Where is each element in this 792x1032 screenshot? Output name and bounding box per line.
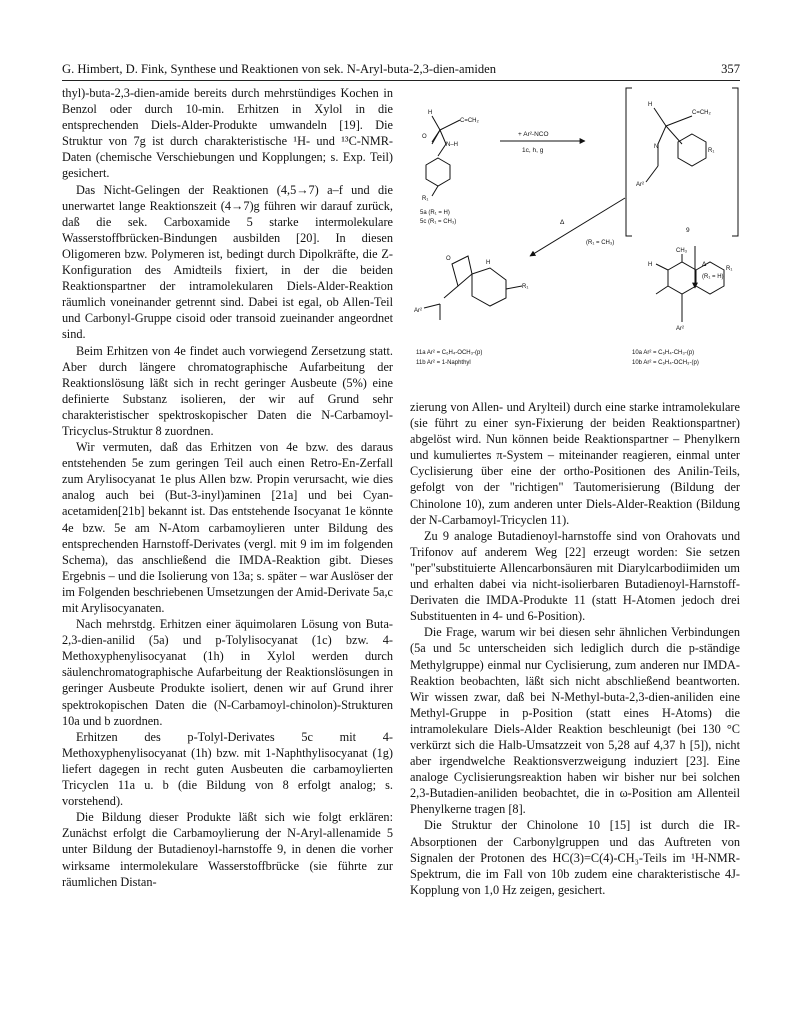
atom-label: Ar² <box>414 308 422 314</box>
compound-label-10b: 10b Ar² = C₆H₄-OCH₃-(p) <box>632 360 699 366</box>
compound-label-5c: 5c (R₁ = CH₃) <box>420 219 457 225</box>
atom-label: C=CH₂ <box>692 110 711 116</box>
atom-label: H <box>648 262 653 268</box>
paragraph: thyl)-buta-2,3-dien-amide bereits durch mehrstündiges Kochen in Benzol oder durch 10-min. Erhitzen in Xylol in die entsprechenden Diels-Alder-Produkte umwandeln [19]. Die Struktur von 7g ist durch charakteristische ¹H- und ¹³C-NMR-Daten (chemische Verschiebungen und Kopplungen; s. Exp. Teil) gesichert. <box>62 86 393 181</box>
paragraph: Die Struktur der Chinolone 10 [15] ist durch die IR-Absorptionen der Carbonylgruppen und das Auftreten von Signalen der Protonen des HC(3)=C(4)-CH₃-Teils im ¹H-NMR-Spektrum, die im Fall von 10b zudem eine charakteristische 4J-Kopplung von 1,0 Hz zeigen, gesichert. <box>410 818 740 897</box>
atom-label: O <box>446 256 451 262</box>
paragraph: Die Frage, warum wir bei diesen sehr ähnlichen Verbindungen (5a und 5c unterscheiden sich lediglich durch die p-ständige Methylgruppe) einmal nur Cyclisierung, zum anderen nur IMDA-Reaktion beobachten, läßt sich nicht abschließend beantworten. Wir wissen zwar, daß bei N-Methyl-buta-2,3-dien-aniliden eine Methyl-Gruppe in p-Position (statt eines H-Atoms) die intramolekulare Diels-Alder Reaktion beschleunigt (bei 130 °C verkürzt sich die Halb-Umsatzzeit von 5,28 auf 4,37 h [5]), nicht aber irgendwelche Reaktionsverzweigung induziert [23]. Eine analoge Cyclisierungsreaktion haben wir bisher nur bei solchen 2,3-Butadien-aniliden beobachtet, die in ω-Position am Allenteil Phenylkerne tragen [8]. <box>410 625 740 817</box>
compound-label-10a: 10a Ar² = C₆H₄-CH₃-(p) <box>632 350 695 356</box>
structure-11 <box>424 256 522 320</box>
heat-label: Δ <box>702 261 707 268</box>
paragraph: Beim Erhitzen von 4e findet auch vorwiegend Zersetzung statt. Aber durch längere chromatographische Aufarbeitung der Reaktionslösung läßt sich in recht geringer Ausbeute (5%) eine definierte Substanz isolieren, der wir auf Grund sehr charakteristischer spektroskopischer Daten die N-Carbamoyl-Tricyclus-Struktur 8 zuordnen. <box>62 343 393 438</box>
compound-label-5a: 5a (R₁ = H) <box>420 210 450 216</box>
atom-label: N–H <box>446 142 459 148</box>
paragraph: zierung von Allen- und Arylteil) durch eine starke intramolekulare (sie führt zu einer syn-Fixierung der beiden Reaktionspartner) abgelöst wird. Nun können beide Reaktionspartner – Phenylkern und kumuliertes π-System – miteinander reagieren, einmal unter Cyclisierung über eine der ortho-Positionen des Anilin-Teils, gefolgt von der "richtigen" Tautomerisierung (Bildung der Chinolone 10), zum anderen unter Diels-Alder-Reaktion (Bildung der N-Carbamoyl-Tricyclen 11). <box>410 400 740 527</box>
condition-label: (R₁ = CH₃) <box>586 240 615 246</box>
atom-label: H <box>486 260 491 266</box>
right-column <box>410 399 740 898</box>
page-number: 357 <box>721 62 740 76</box>
paragraph: Das Nicht-Gelingen der Reaktionen (4,5→7) a–f und die unerwartet lange Reaktionszeit (4→7)g führen wir darauf zurück, daß die sek. Carboxamide 5 starke intermolekulare Wasserstoffbrücken-Bindungen ausbilden [20]. In diesen Oligomeren bzw. Polymeren ist, bedingt durch Dipolkräfte, die Z-Konfiguration des Amidteils fixiert, in der die beiden Reaktionspartner der intramolekularen Diels-Alder-Reaktion räumlich voneinander getrennt sind. Dabei ist egal, ob Allen-Teil und Carbonyl-Gruppe cisoid oder transoid zueinander angeordnet sind. <box>62 182 393 342</box>
atom-label: H <box>428 110 433 116</box>
running-header <box>62 60 740 81</box>
atom-label: Ar² <box>676 326 684 332</box>
compound-label-11a: 11a Ar² = C₆H₄-OCH₃-(p) <box>416 350 483 356</box>
atom-label: N <box>654 144 659 150</box>
heat-label: Δ <box>560 219 565 226</box>
left-column <box>62 85 393 890</box>
atom-label: R₁ <box>422 196 429 202</box>
reaction-arrow-left <box>530 198 625 256</box>
paragraph: Erhitzen des p-Tolyl-Derivates 5c mit 4-Methoxyphenylisocyanat (1h) bzw. mit 1-Naphthylisocyanat (1g) liefert dagegen in recht guten Ausbeuten die carbamoylierten Tricyclen 11a u. b (die Bildung von 8 erfolgt analog; s. vorstehend). <box>62 729 393 809</box>
atom-label: H <box>648 102 653 108</box>
paragraph: Die Bildung dieser Produkte läßt sich wie folgt erklären: Zunächst erfolgt die Carbamoylierung der N-Aryl-allenamide 5 unter Bildung der Butadienoyl-harnstoffe 9, in denen die vorher wirksame intermolekulare Wasserstoffbrücke (sie führte zur räumlichen Distan- <box>62 810 393 889</box>
compound-label-9: 9 <box>686 227 690 234</box>
reaction-scheme <box>410 86 740 386</box>
atom-label: R₁ <box>708 148 715 154</box>
atom-label: R₁ <box>726 266 733 272</box>
paragraph: Wir vermuten, daß das Erhitzen von 4e bzw. des daraus entstehenden 5e zum geringen Teil auch einen Retro-En-Zerfall zum Arylisocyanat 1e plus Allen bzw. Propin verursacht, wie dies analog auch bei (But-3-inyl)aminen [21a] und bei Cyan-acetamiden[21b] bekannt ist. Das entstehende Isocyanat 1e könnte 4e bzw. 5e am N-Atom carbamoylieren unter Bildung des entsprechenden Harnstoff-Derivates (vergl. mit 9 im im folgenden Schema), das anschließend die IMDA-Reaktion gibt. Dieses Ergebnis – und die Isolierung von 13a; s. später – war Auslöser der im Folgenden beschriebenen Umsetzungen der Amid-Derivate 5a,c mit Arylisocyanaten. <box>62 440 393 615</box>
header-authors-title: G. Himbert, D. Fink, Synthese und Reaktionen von sek. N-Aryl-buta-2,3-dien-amiden <box>62 62 497 76</box>
structure-10 <box>656 254 724 322</box>
atom-label: CH₃ <box>676 248 688 254</box>
compound-label-11b: 11b Ar² = 1-Naphthyl <box>416 360 471 366</box>
structure-5 <box>426 116 460 196</box>
atom-label: O <box>422 134 427 140</box>
reagent-label: + Ar²-NCO <box>518 131 549 138</box>
paragraph: Zu 9 analoge Butadienoyl-harnstoffe sind von Orahovats und Trifonov auf anderem Weg [22] erzeugt worden: Sie setzen "per"substituierte Allencarbonsäuren mit Diarylcarbodiimiden um und erhalten dabei via nicht-isolierbaren Butadienoyl-Harnstoff-Derivaten die IMDA-Produkte 11 (statt H-Atomen jedoch drei Substituenten in 4- und 6-Position). <box>410 528 740 624</box>
condition-label: (R₁ = H) <box>702 274 724 280</box>
atom-label: R₁ <box>522 284 529 290</box>
conditions-label: 1c, h, g <box>522 147 544 154</box>
paragraph: Nach mehrstdg. Erhitzen einer äquimolaren Lösung von Buta-2,3-dien-anilid (5a) und p-Tolylisocyanat (1c) bzw. 4-Methoxyphenylisocyanat (1h) in Xylol werden durch säulenchromatographische Aufarbeitung der Reaktionslösungen in geringer Ausbeute Produkte isoliert, denen wir auf Grund ihrer spektrokopischen Daten die (N-Carbamoyl-chinolon)-Strukturen 10a und b zuordnen. <box>62 617 393 728</box>
atom-label: C=CH₂ <box>460 118 479 124</box>
structure-9 <box>626 88 738 236</box>
atom-label: Ar² <box>636 182 644 188</box>
